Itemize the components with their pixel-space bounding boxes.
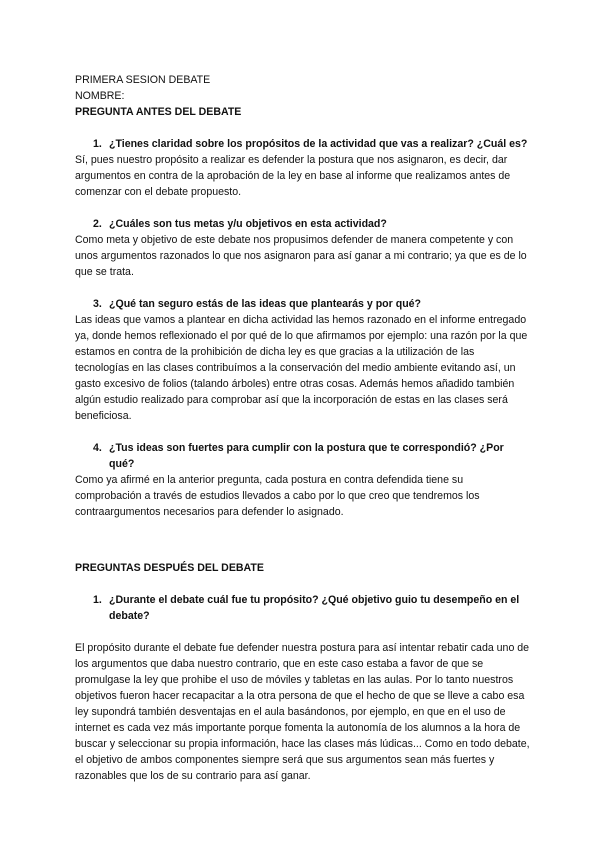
before-answer-4: Como ya afirmé en la anterior pregunta, cada postura en contra defendida tiene su comprobación a través de estudios llevados a cabo por lo que creo que tendremos los contraargumentos necesarios para defender lo asignado. — [75, 474, 480, 518]
before-question-1 — [75, 136, 531, 152]
after-question-1 — [75, 592, 531, 624]
document-page — [75, 72, 531, 784]
before-answer-1: Sí, pues nuestro propósito a realizar es defender la postura que nos asignaron, es decir, dar argumentos en contra de la aprobación de la ley en base al informe que realizamos antes de comenzar con el debate propuesto. — [75, 154, 511, 198]
after-answer-1: El propósito durante el debate fue defender nuestra postura para así intentar rebatir cada uno de los argumentos que daba nuestro contrario, que en este caso estaba a favor de que se promulgase la ley que prohibe el uso de móviles y tabletas en las aulas. Por lo tanto nuestros objetivos fueron hacer recapacitar a la otra persona de que el hecho de que se lleve a cabo esa ley supondrá también desventajas en el aula basándonos, por ejemplo, en que en el uso de internet es cada vez más importante porque fomenta la autonomía de los alumnos a la hora de buscar y seleccionar su propia información, hace las clases más lúdicas... Como en todo debate, el objetivo de ambos componentes siempre será que sus argumentos sean más fuertes y razonables que los de su contrario para así ganar. — [75, 642, 530, 782]
before-question-3 — [75, 296, 531, 312]
question-number: 3. — [93, 298, 102, 310]
question-number: 1. — [93, 138, 102, 150]
question-number: 2. — [93, 218, 102, 230]
before-question-2 — [75, 216, 531, 232]
question-text: ¿Cuáles son tus metas y/u objetivos en esta actividad? — [109, 218, 387, 230]
name-label: NOMBRE: — [75, 90, 125, 102]
question-text: ¿Tienes claridad sobre los propósitos de la actividad que vas a realizar? ¿Cuál es? — [109, 138, 528, 150]
after-heading: PREGUNTAS DESPUÉS DEL DEBATE — [75, 562, 264, 574]
question-text: ¿Qué tan seguro estás de las ideas que plantearás y por qué? — [109, 298, 422, 310]
before-answer-2: Como meta y objetivo de este debate nos propusimos defender de manera competente y con unos argumentos razonados lo que nos asignaron para así ganar a mi contrario; ya que es de lo que se trata. — [75, 234, 527, 278]
question-text: ¿Tus ideas son fuertes para cumplir con la postura que te correspondió? ¿Por qué? — [109, 442, 504, 470]
question-number: 4. — [93, 442, 102, 454]
session-title: PRIMERA SESION DEBATE — [75, 74, 211, 86]
question-number: 1. — [93, 594, 102, 606]
before-answer-3: Las ideas que vamos a plantear en dicha actividad las hemos razonado en el informe entregado ya, donde hemos reflexionado el por qué de lo que afirmamos por ejemplo: una razón por la que estamos en contra de la prohibición de dicha ley es que gracias a la utilización de las tecnologías en las clases contribuímos a la conservación del medio ambiente evitando así, un gasto excesivo de folios (talando árboles) entre otras cosas. Además hemos añadido también algún estudio realizado para comprobar así que la incorporación de estas en las clases será beneficiosa. — [75, 314, 528, 422]
before-question-4 — [75, 440, 531, 472]
question-text: ¿Durante el debate cuál fue tu propósito? ¿Qué objetivo guio tu desempeño en el debate? — [109, 594, 520, 622]
before-heading: PREGUNTA ANTES DEL DEBATE — [75, 106, 242, 118]
